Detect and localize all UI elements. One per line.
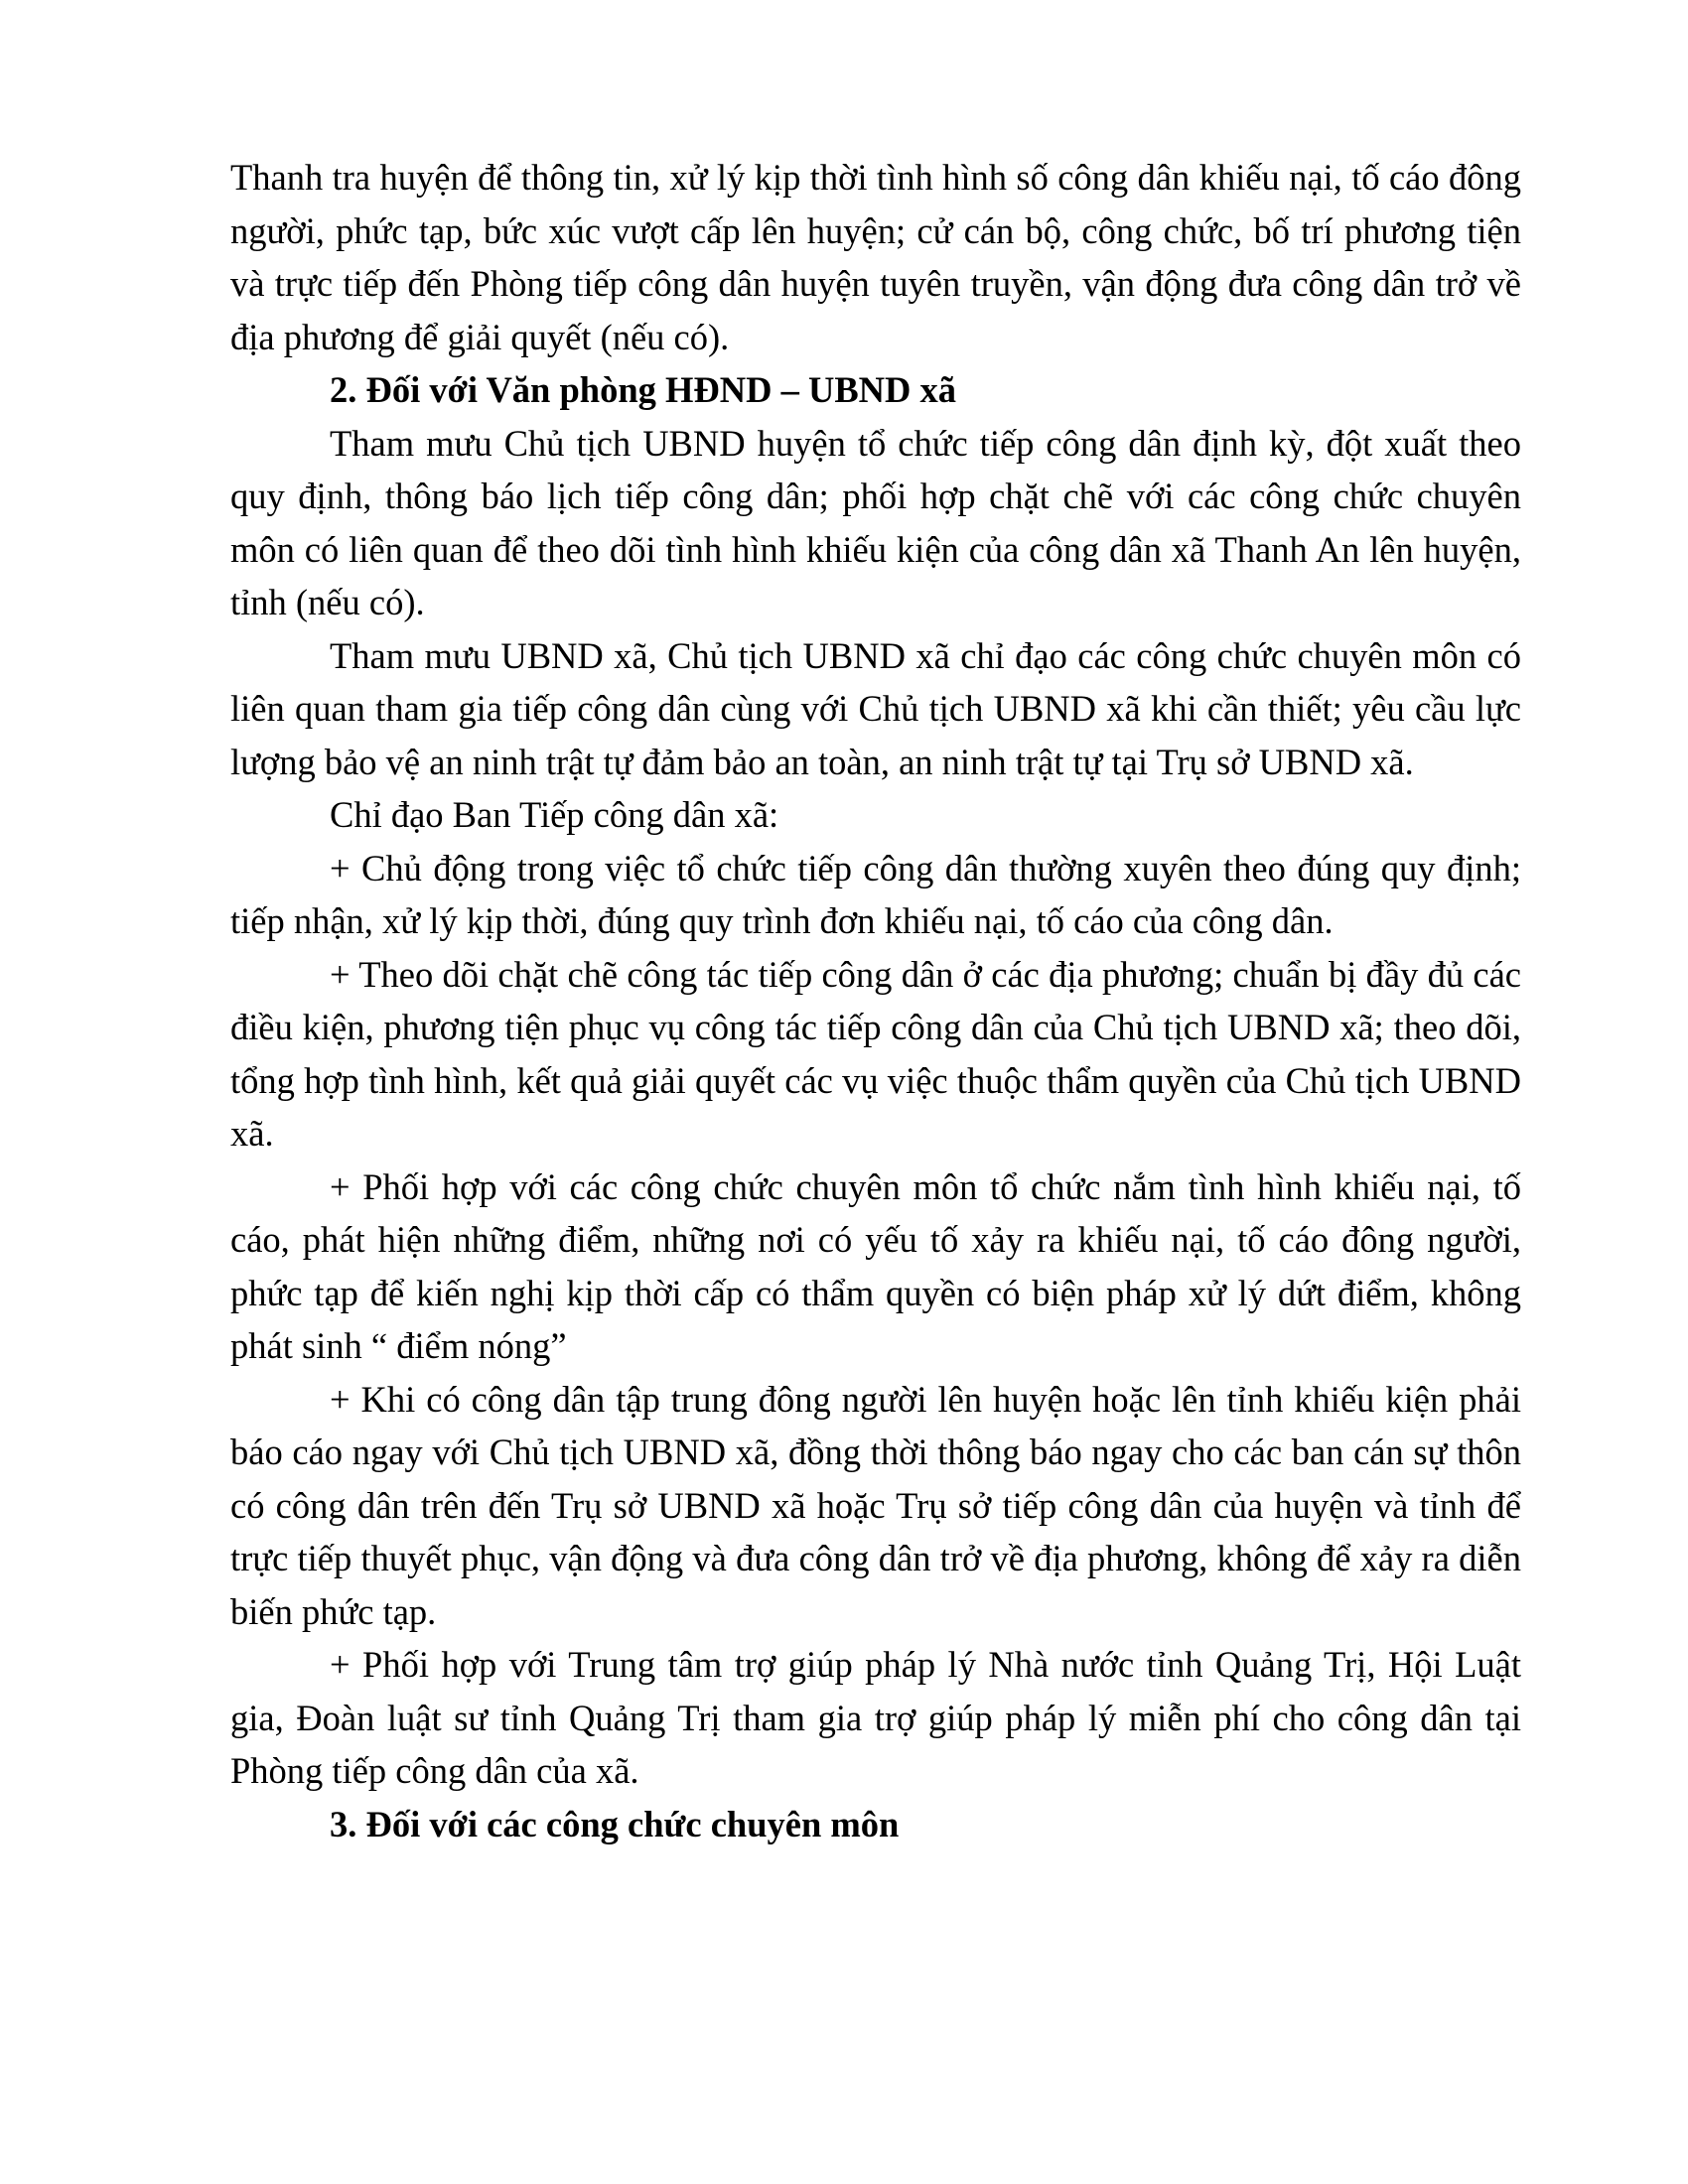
bullet-monitor-reception: + Theo dõi chặt chẽ công tác tiếp công dân ở các địa phương; chuẩn bị đầy đủ các điều kiện, phương tiện phục vụ công tác tiếp công dân của Chủ tịch UBND xã; theo dõi, tổng hợp tình hình, kết quả giải quyết các vụ việc thuộc thẩm quyền của Chủ tịch UBND xã. bbox=[230, 953, 1521, 1154]
paragraph-advise-district-chairman: Tham mưu Chủ tịch UBND huyện tổ chức tiếp công dân định kỳ, đột xuất theo quy định, thông báo lịch tiếp công dân; phối hợp chặt chẽ với các công chức chuyên môn có liên quan để theo dõi tình hình khiếu kiện của công dân xã Thanh An lên huyện, tỉnh (nếu có). bbox=[230, 422, 1521, 622]
section-heading-3: 3. Đối với các công chức chuyên môn bbox=[330, 1803, 900, 1844]
intro-paragraph: Thanh tra huyện để thông tin, xử lý kịp thời tình hình số công dân khiếu nại, tố cáo đông người, phức tạp, bức xúc vượt cấp lên huyện; cử cán bộ, công chức, bố trí phương tiện và trực tiếp đến Phòng tiếp công dân huyện tuyên truyền, vận động đưa công dân trở về địa phương để giải quyết (nếu có). bbox=[230, 157, 1521, 357]
bullet-legal-aid: + Phối hợp với Trung tâm trợ giúp pháp lý Nhà nước tỉnh Quảng Trị, Hội Luật gia, Đoàn luật sư tỉnh Quảng Trị tham gia trợ giúp pháp lý miễn phí cho công dân tại Phòng tiếp công dân của xã. bbox=[230, 1644, 1521, 1791]
bullet-coordinate-officials: + Phối hợp với các công chức chuyên môn tổ chức nắm tình hình khiếu nại, tố cáo, phát hiện những điểm, những nơi có yếu tố xảy ra khiếu nại, tố cáo đông người, phức tạp để kiến nghị kịp thời cấp có thẩm quyền có biện pháp xử lý dứt điểm, không phát sinh “ điểm nóng” bbox=[230, 1165, 1521, 1366]
bullet-report-crowds: + Khi có công dân tập trung đông người lên huyện hoặc lên tỉnh khiếu kiện phải báo cáo ngay với Chủ tịch UBND xã, đồng thời thông báo ngay cho các ban cán sự thôn có công dân trên đến Trụ sở UBND xã hoặc Trụ sở tiếp công dân của huyện và tỉnh để trực tiếp thuyết phục, vận động và đưa công dân trở về địa phương, không để xảy ra diễn biến phức tạp. bbox=[230, 1378, 1521, 1632]
paragraph-advise-commune-chairman: Tham mưu UBND xã, Chủ tịch UBND xã chỉ đạo các công chức chuyên môn có liên quan tham gia tiếp công dân cùng với Chủ tịch UBND xã khi cần thiết; yêu cầu lực lượng bảo vệ an ninh trật tự đảm bảo an toàn, an ninh trật tự tại Trụ sở UBND xã. bbox=[230, 634, 1521, 782]
document-body bbox=[230, 151, 1521, 1850]
bullet-proactive-reception: + Chủ động trong việc tổ chức tiếp công dân thường xuyên theo đúng quy định; tiếp nhận, xử lý kịp thời, đúng quy trình đơn khiếu nại, tố cáo của công dân. bbox=[230, 847, 1521, 941]
section-heading-2: 2. Đối với Văn phòng HĐND – UBND xã bbox=[330, 369, 957, 410]
paragraph-direct-reception-board: Chỉ đạo Ban Tiếp công dân xã: bbox=[330, 794, 779, 835]
